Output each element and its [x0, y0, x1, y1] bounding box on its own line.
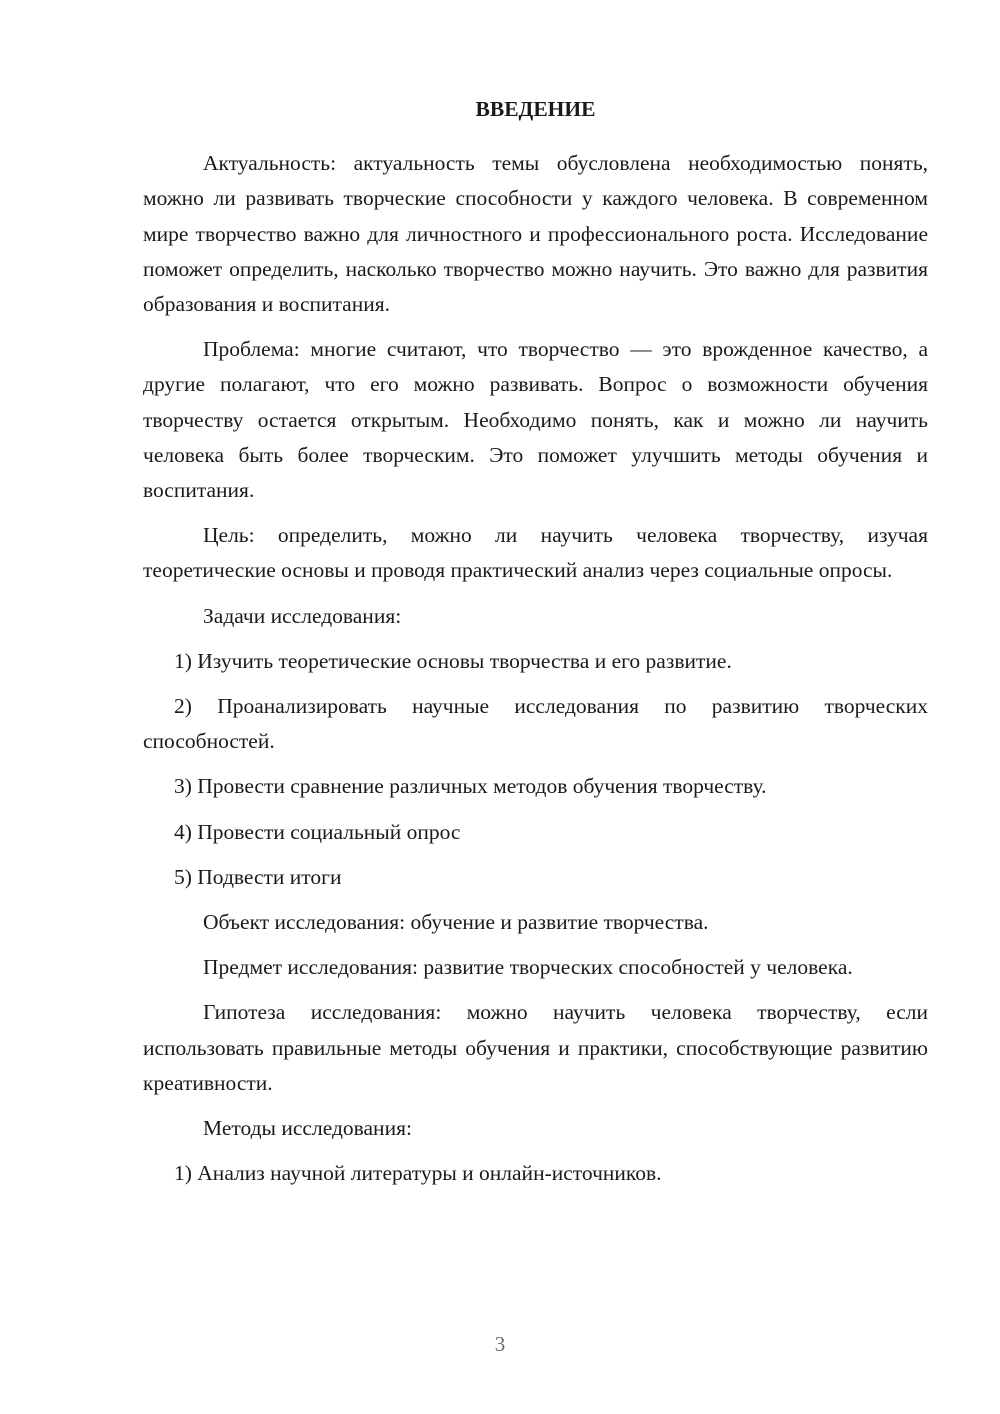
- paragraph-goal: Цель: определить, можно ли научить человека творчеству, изучая теоретические основы и проводя практический анализ через социальные опросы.: [143, 523, 928, 583]
- task-item-1: 1) Изучить теоретические основы творчества и его развитие.: [174, 648, 732, 673]
- paragraph-relevance: Актуальность: актуальность темы обусловлена необходимостью понять, можно ли развивать творческие способности у каждого человека. В современном мире творчество важно для личностного и профессионального роста. Исследование поможет определить, насколько творчество можно научить. Это важно для развития образования и воспитания.: [143, 151, 928, 317]
- paragraph-tasks-heading: Задачи исследования:: [203, 603, 402, 628]
- method-item-1: 1) Анализ научной литературы и онлайн-источников.: [174, 1161, 662, 1186]
- section-title: ВВЕДЕНИЕ: [475, 97, 596, 121]
- page-number: 3: [494, 1332, 506, 1356]
- task-item-5: 5) Подвести итоги: [174, 864, 342, 889]
- paragraph-object: Объект исследования: обучение и развитие творчества.: [203, 910, 709, 935]
- task-item-4: 4) Провести социальный опрос: [174, 819, 461, 844]
- paragraph-methods-heading: Методы исследования:: [203, 1116, 412, 1141]
- task-item-3: 3) Провести сравнение различных методов обучения творчеству.: [174, 774, 767, 799]
- document-page: [143, 92, 928, 1201]
- paragraph-problem: Проблема: многие считают, что творчество — это врожденное качество, а другие полагают, что его можно развивать. Вопрос о возможности обучения творчеству остается открытым. Необходимо понять, как и можно ли научить человека быть более творческим. Это поможет улучшить методы обучения и воспитания.: [143, 337, 928, 503]
- paragraph-subject: Предмет исследования: развитие творческих способностей у человека.: [203, 955, 853, 980]
- paragraph-hypothesis: Гипотеза исследования: можно научить человека творчеству, если использовать правильные методы обучения и практики, способствующие развитию креативности.: [143, 1000, 928, 1095]
- task-item-2: 2) Проанализировать научные исследования по развитию творческих способностей.: [143, 694, 928, 754]
